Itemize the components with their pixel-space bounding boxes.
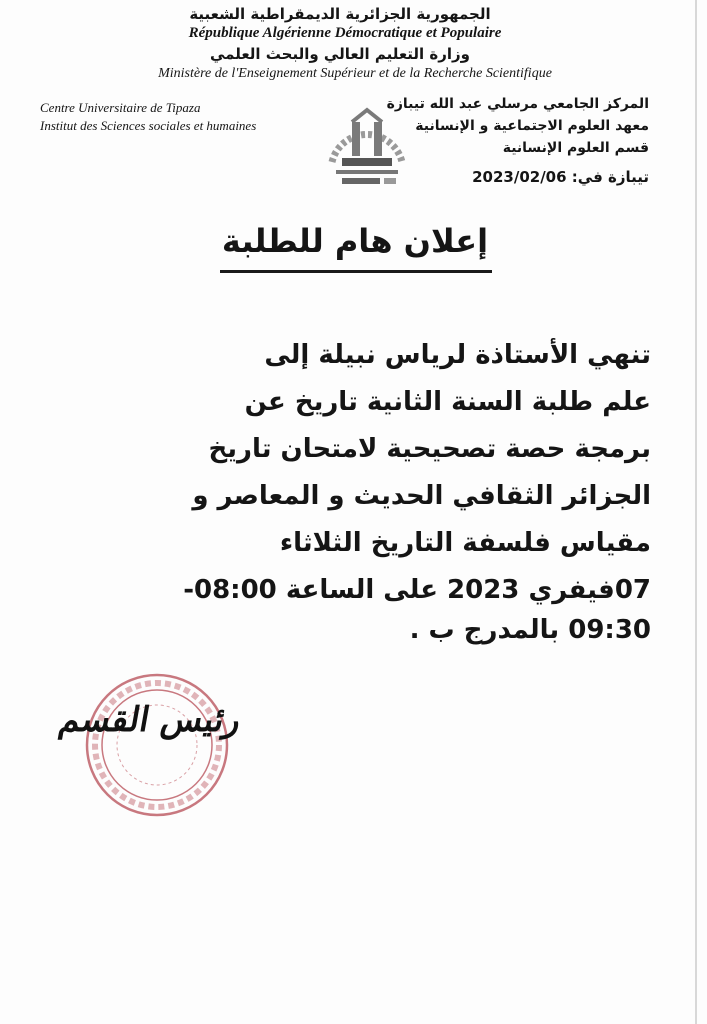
centre-french: Centre Universitaire de Tipaza — [40, 100, 201, 115]
announcement-title: إعلان هام للطلبة — [221, 222, 489, 260]
body-line-4: الجزائر الثقافي الحديث و المعاصر و — [192, 481, 651, 511]
republic-french: République Algérienne Démocratique et Populaire — [188, 25, 502, 41]
body-line-3: برمجة حصة تصحيحية لامتحان تاريخ — [208, 434, 651, 464]
title-underline — [220, 270, 492, 273]
official-stamp — [82, 670, 232, 820]
institut-french: Institut des Sciences sociales et humaines — [40, 118, 257, 133]
ministry-french: Ministère de l'Enseignement Supérieur et de la Recherche Scientifique — [158, 66, 552, 81]
body-line-7: 09:30 بالمدرج ب . — [409, 615, 651, 645]
republic-arabic: الجمهورية الجزائرية الديمقراطية الشعبية — [189, 5, 491, 23]
centre-arabic: المركز الجامعي مرسلي عبد الله تيبازة — [386, 96, 649, 112]
ministry-arabic: وزارة التعليم العالي والبحث العلمي — [209, 45, 471, 63]
university-logo — [322, 100, 412, 195]
department-arabic: قسم العلوم الإنسانية — [502, 140, 649, 156]
body-line-2: علم طلبة السنة الثانية تاريخ عن — [244, 387, 651, 417]
body-line-5: مقياس فلسفة التاريخ الثلاثاء — [279, 528, 651, 558]
body-line-1: تنهي الأستاذة لرياس نبيلة إلى — [264, 340, 651, 370]
institut-arabic: معهد العلوم الاجتماعية و الإنسانية — [415, 118, 649, 134]
body-line-6: 07فيفري 2023 على الساعة 08:00- — [183, 575, 651, 605]
signature-head-of-department: رئيس القسم — [55, 700, 245, 740]
document-date: تيبازة في: 2023/02/06 — [472, 168, 649, 186]
page-edge — [695, 0, 697, 1024]
